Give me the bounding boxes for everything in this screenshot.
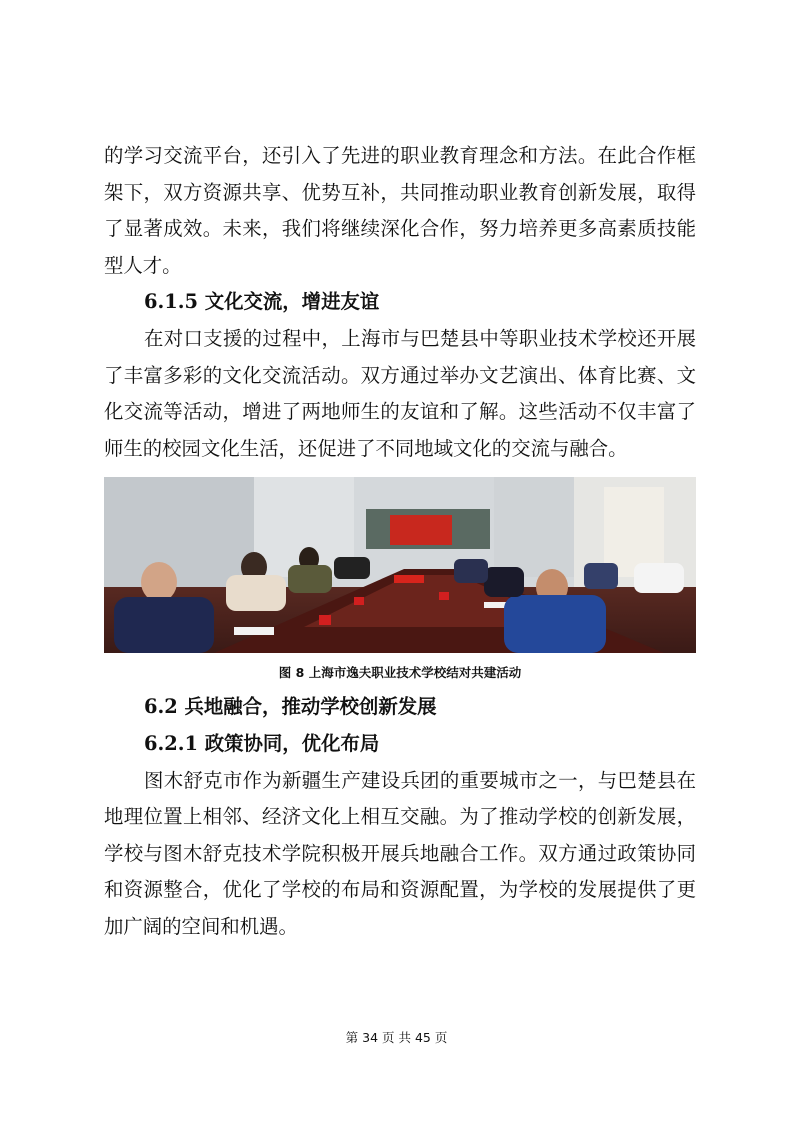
heading-6-2-1: 6.2.1 政策协同，优化布局 xyxy=(144,731,380,755)
paragraph-policy: 图木舒克市作为新疆生产建设兵团的重要城市之一，与巴楚县在地理位置上相邻、经济文化上相互交融。为了推动学校的创新发展，学校与图木舒克技术学院积极开展兵地融合工作。双方通过政策协同和资源整合，优化了学校的布局和资源配置，为学校的发展提供了更加广阔的空间和机遇。 xyxy=(104,768,696,938)
page-footer: 第 34 页 共 45 页 xyxy=(345,1030,448,1045)
paragraph-continued: 的学习交流平台，还引入了先进的职业教育理念和方法。在此合作框架下，双方资源共享、优势互补，共同推动职业教育创新发展，取得了显著成效。未来，我们将继续深化合作，努力培养更多高素质技能型人才。 xyxy=(104,144,696,277)
heading-6-2: 6.2 兵地融合，推动学校创新发展 xyxy=(144,695,437,719)
paragraph-culture-exchange: 在对口支援的过程中，上海市与巴楚县中等职业技术学校还开展了丰富多彩的文化交流活动。双方通过举办文艺演出、体育比赛、文化交流等活动，增进了两地师生的友谊和了解。这些活动不仅丰富了师生的校园文化生活，还促进了不同地域文化的交流与融合。 xyxy=(104,326,696,460)
meeting-photo xyxy=(104,477,696,653)
document-page xyxy=(104,138,696,946)
figure-caption: 图 8 上海市逸夫职业技术学校结对共建活动 xyxy=(278,665,522,681)
heading-6-1-5: 6.1.5 文化交流，增进友谊 xyxy=(144,290,380,314)
